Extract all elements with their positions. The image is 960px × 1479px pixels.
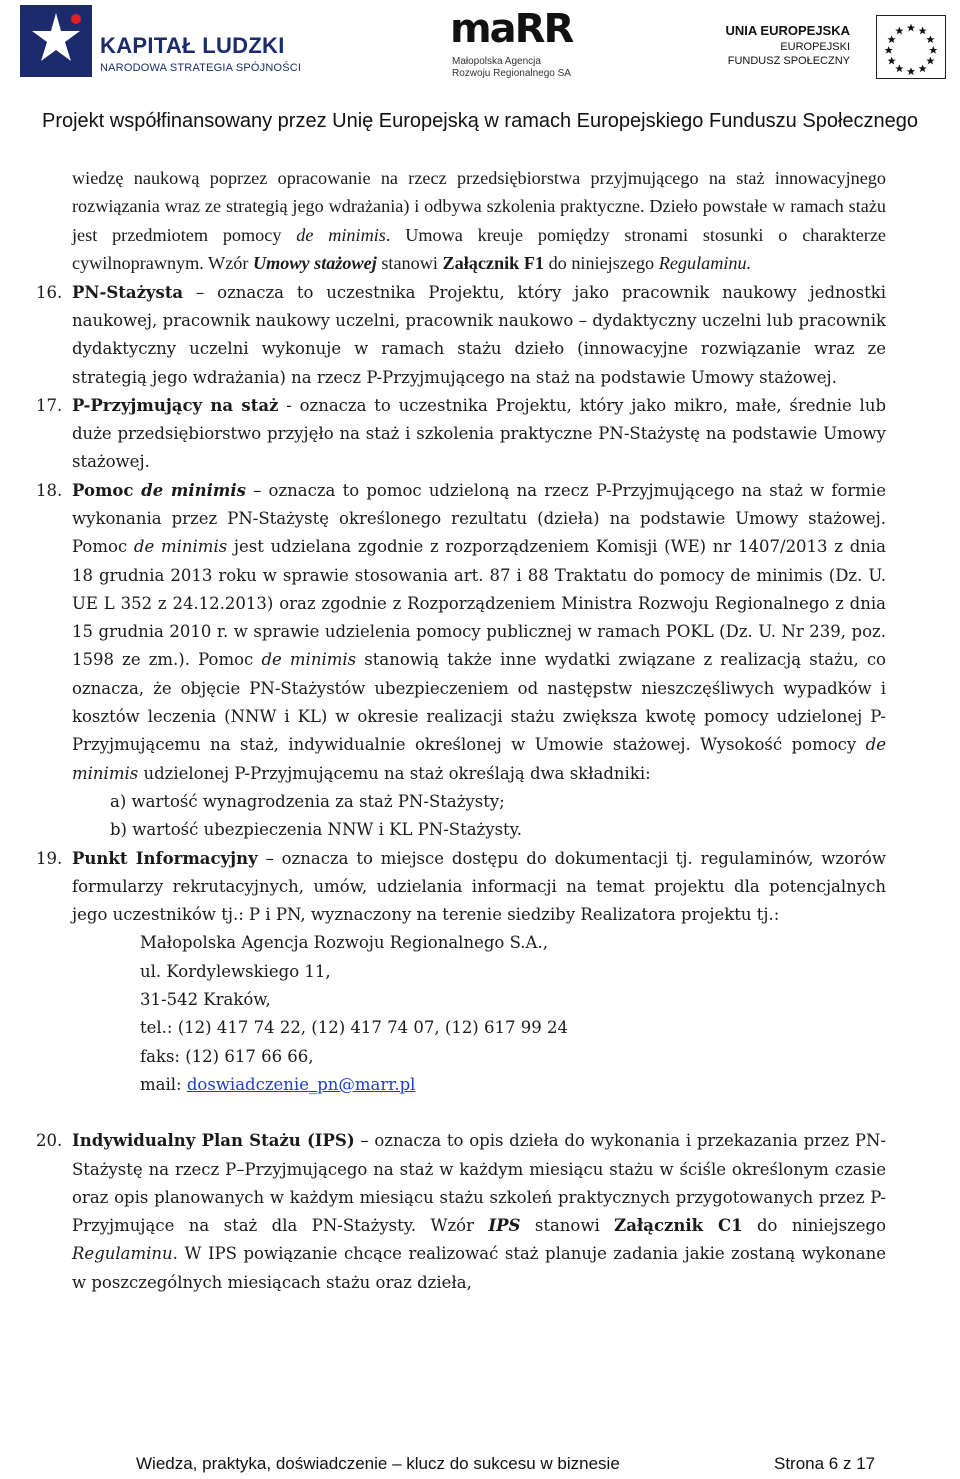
definition-item-17 bbox=[36, 392, 887, 477]
item18-de-minimis-3: de minimis bbox=[72, 735, 886, 783]
spacer bbox=[72, 1099, 886, 1127]
intro-text-3: stanowi bbox=[376, 253, 443, 274]
marr-logo bbox=[448, 6, 578, 78]
item18-subitem-a: a) wartość wynagrodzenia za staż PN-Stażysty; bbox=[110, 791, 505, 811]
eu-flag-icon bbox=[876, 15, 946, 79]
intro-umowy-stazowej: Umowy stażowej bbox=[253, 253, 377, 274]
marr-name-line1: Małopolska Agencja bbox=[452, 56, 541, 67]
item19-text: – oznacza to miejsce dostępu do dokumentacji tj. regulaminów, wzorów formularzy rekrutacyjnych, umów, udzielania informacji na temat projektu dla potencjalnych jego uczestników tj.: P i PN, wyznaczony na terenie siedziby Realizatora projektu tj.: bbox=[72, 848, 886, 925]
item-number: 17. bbox=[36, 395, 63, 415]
kapital-ludzki-subtitle: NARODOWA STRATEGIA SPÓJNOŚCI bbox=[100, 62, 302, 74]
item18-text-2: jest udzielana zgodnie z rozporządzeniem Komisji (WE) nr 1407/2013 z dnia 18 grudnia 2013 roku w sprawie stosowania art. 87 i 88 Traktatu do pomocy de minimis (Dz. U. UE L 352 z 24.12.2013) oraz zgodnie z Rozporządzeniem Ministra Rozwoju Regionalnego z dnia 15 grudnia 2010 r. w sprawie udzielenia pomocy publicznej w ramach POKL (Dz. U. Nr 239, poz. 1598 ze zm.). Pomoc bbox=[72, 537, 886, 670]
address-line-2: ul. Kordylewskiego 11, bbox=[140, 961, 331, 981]
term-ips: Indywidualny Plan Stażu (IPS) bbox=[72, 1131, 355, 1151]
mail-label: mail: bbox=[140, 1074, 187, 1094]
term-punkt-informacyjny: Punkt Informacyjny bbox=[72, 848, 258, 868]
intro-regulaminu: Regulaminu. bbox=[658, 253, 752, 274]
item18-de-minimis-1: de minimis bbox=[133, 537, 228, 557]
eu-logo bbox=[725, 15, 946, 79]
eu-line1: UNIA EUROPEJSKA bbox=[725, 23, 850, 38]
page-header bbox=[0, 0, 960, 148]
marr-name-line2: Rozwoju Regionalnego SA bbox=[452, 68, 571, 79]
definition-item-16 bbox=[36, 279, 886, 392]
eu-line2: EUROPEJSKI bbox=[780, 41, 850, 53]
page-number: Strona 6 z 17 bbox=[774, 1454, 876, 1473]
address-mail-row bbox=[140, 1071, 886, 1099]
item20-ips: IPS bbox=[488, 1216, 521, 1236]
item20-regulaminu: Regulaminu. bbox=[72, 1244, 178, 1264]
item20-text-1: – oznacza to opis dzieła do wykonania i przekazania przez PN-Stażystę na rzecz P–Przyjmującego na staż w każdym miesiącu stażu w ściśle określonym czasie oraz opis planowanych w każdym miesiącu stażu szkoleń praktycznych przygotowanych przez P-Przyjmujące na staż dla PN-Stażysty. Wzór bbox=[72, 1131, 887, 1236]
footer-slogan: Wiedza, praktyka, doświadczenie – klucz do sukcesu w biznesie bbox=[136, 1454, 620, 1473]
kapital-ludzki-title: KAPITAŁ LUDZKI bbox=[100, 33, 285, 58]
item-number: 20. bbox=[36, 1131, 63, 1151]
item18-subitem-b: b) wartość ubezpieczenia NNW i KL PN-Stażysty. bbox=[110, 820, 523, 840]
item-number: 19. bbox=[36, 848, 63, 868]
intro-de-minimis: de minimis bbox=[296, 224, 386, 245]
cofinancing-statement: Projekt współfinansowany przez Unię Europejską w ramach Europejskiego Funduszu Społecznego bbox=[41, 110, 919, 132]
definition-item-18 bbox=[36, 477, 886, 788]
contact-address bbox=[140, 929, 886, 1099]
item18-de-minimis-2: de minimis bbox=[261, 650, 357, 670]
intro-text-2: . Umowa kreuje pomiędzy stronami stosunki o charakterze cywilnoprawnym. Wzór bbox=[72, 224, 886, 274]
term-pn-stazysta: PN-Stażysta bbox=[72, 282, 184, 302]
item18-text-1: – oznacza to pomoc udzieloną na rzecz P-Przyjmującego na staż w formie wykonania przez PN-Stażystę określonego rezultatu (dzieła) na podstawie Umowy stażowej. Pomoc bbox=[72, 480, 886, 557]
intro-text-4: do niniejszego bbox=[544, 253, 659, 274]
term-de-minimis: de minimis bbox=[141, 480, 246, 500]
item-number: 16. bbox=[36, 282, 63, 302]
definition-item-20 bbox=[36, 1127, 887, 1297]
item17-text: - oznacza to uczestnika Projektu, który jako mikro, małe, średnie lub duże przedsiębiorstwo przyjęło na staż i szkolenia praktyczne PN-Stażystę na podstawie Umowy stażowej. bbox=[72, 395, 887, 472]
item16-text: – oznacza to uczestnika Projektu, który jako pracownik naukowy jednostki naukowej, pracownik naukowy uczelni, pracownik naukowo – dydaktyczny uczelni lub pracownik dydaktyczny uczelni wykonuje w ramach stażu dzieło (innowacyjne rozwiązanie wraz ze strategią jego wdrażania) na rzecz P-Przyjmującego na staż na podstawie Umowy stażowej. bbox=[72, 282, 886, 387]
document-body bbox=[36, 164, 887, 1297]
item20-text-4: W IPS powiązanie chcące realizować staż planuje zadania jakie zostaną wykonane w poszczególnych miesiącach stażu oraz dzieła, bbox=[72, 1244, 886, 1292]
term-pomoc: Pomoc bbox=[72, 480, 142, 500]
item18-text-3: stanowią także inne wydatki związane z realizacją stażu, co oznacza, że objęcie PN-Stażystów ubezpieczeniem od następstw nieszczęśliwych wypadków i kosztów leczenia (NNW i KL) w okresie realizacji stażu zwiększa kwotę pomocy udzielonej P-Przyjmującemu na staż, indywidualnie określonej w Umowie stażowej. Wysokość pomocy bbox=[72, 650, 886, 755]
address-fax: faks: (12) 617 66 66, bbox=[140, 1046, 314, 1066]
address-phone: tel.: (12) 417 74 22, (12) 417 74 07, (12) 617 99 24 bbox=[140, 1018, 568, 1038]
intro-text-1: wiedzę naukową poprzez opracowanie na rzecz przedsiębiorstwa przyjmującego na staż innowacyjnego rozwiązania wraz ze strategią jego wdrażania) i odbywa szkolenia praktyczne. Dzieło powstałe w ramach stażu jest przedmiotem pomocy bbox=[72, 168, 886, 245]
eu-line3: FUNDUSZ SPOŁECZNY bbox=[727, 55, 850, 67]
item20-text-2: stanowi bbox=[520, 1216, 615, 1236]
item-number: 18. bbox=[36, 480, 63, 500]
address-line-3: 31-542 Kraków, bbox=[140, 990, 271, 1010]
item18-text-4: udzielonej P-Przyjmującemu na staż określają dwa składniki: bbox=[138, 763, 651, 783]
page-footer bbox=[0, 1452, 960, 1479]
term-p-przyjmujacy: P-Przyjmujący na staż bbox=[72, 395, 279, 415]
intro-paragraph bbox=[72, 164, 886, 278]
item20-zalacznik-c1: Załącznik C1 bbox=[614, 1216, 743, 1236]
intro-zalacznik-f1: Załącznik F1 bbox=[442, 253, 545, 274]
address-line-1: Małopolska Agencja Rozwoju Regionalnego S.A., bbox=[140, 933, 548, 953]
item20-text-3: do niniejszego bbox=[742, 1216, 887, 1236]
kapital-ludzki-logo bbox=[20, 5, 320, 75]
definition-item-19 bbox=[36, 845, 886, 930]
email-link[interactable]: doswiadczenie_pn@marr.pl bbox=[186, 1074, 416, 1094]
kapital-ludzki-emblem-icon bbox=[20, 5, 92, 77]
marr-wordmark: maRR bbox=[450, 6, 573, 52]
